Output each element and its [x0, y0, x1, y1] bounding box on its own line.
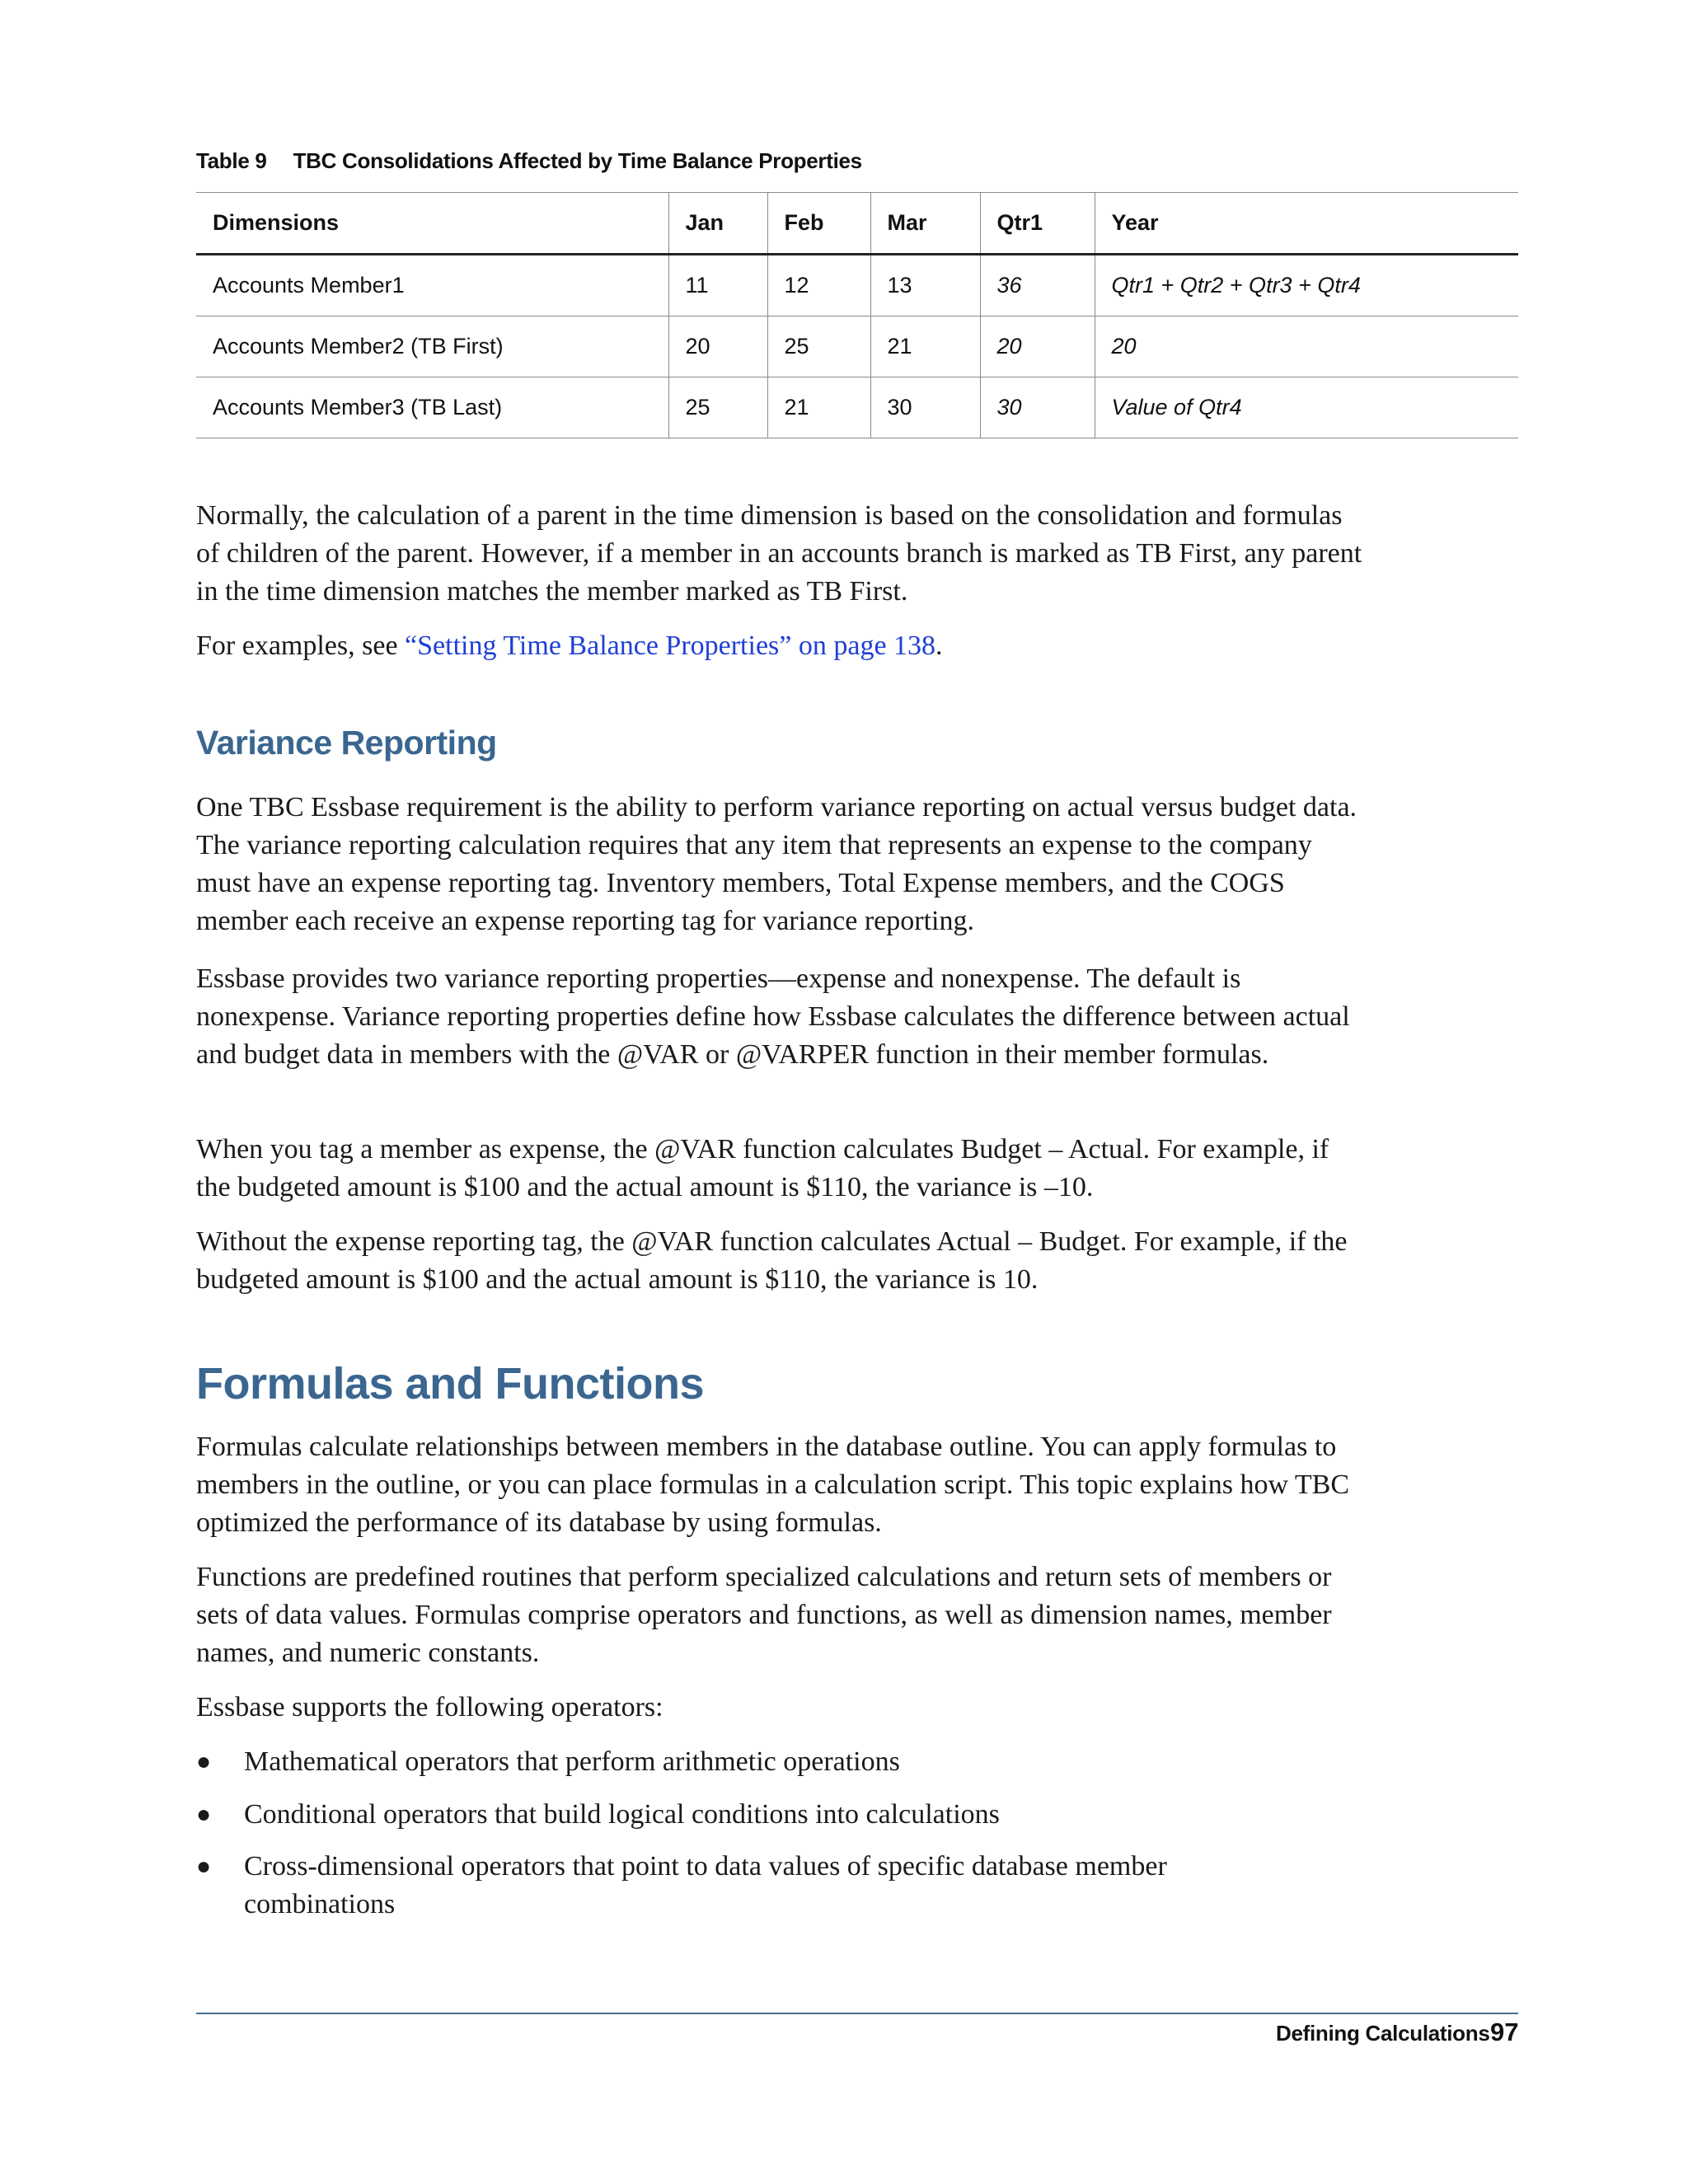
header-year: Year — [1095, 193, 1518, 255]
cell-qtr1: 30 — [980, 377, 1095, 438]
cell-qtr1: 20 — [980, 316, 1095, 377]
formulas-paragraph-3: Essbase supports the following operators: — [196, 1692, 663, 1722]
list-item-text: Mathematical operators that perform arithmetic operations — [244, 1746, 900, 1777]
table-row — [196, 316, 1518, 377]
table-caption-title: TBC Consolidations Affected by Time Balance Properties — [293, 148, 862, 173]
cell-dimension: Accounts Member3 (TB Last) — [213, 395, 503, 419]
cell-year: Value of Qtr4 — [1095, 377, 1518, 438]
footer-divider — [196, 2013, 1518, 2014]
cell-mar: 21 — [870, 316, 980, 377]
table-row — [196, 255, 1518, 316]
intro-paragraph: Normally, the calculation of a parent in the time dimension is based on the consolidation and formulas of children of the parent. However, if a member in an accounts branch is marked as TB First, any parent in the time dimension matches the member marked as TB First. — [196, 500, 1362, 607]
bullet-icon: ● — [196, 1853, 212, 1880]
cell-dimension: Accounts Member2 (TB First) — [213, 334, 504, 359]
cell-feb: 21 — [767, 377, 870, 438]
formulas-paragraph-1: Formulas calculate relationships between members in the database outline. You can apply formulas to members in the outline, or you can place formulas in a calculation script. This topic explains how TBC optimized the performance of its database by using formulas. — [196, 1432, 1350, 1538]
variance-paragraph-4: Without the expense reporting tag, the @VAR function calculates Actual – Budget. For example, if the budgeted amount is $100 and the actual amount is $110, the variance is 10. — [196, 1226, 1348, 1295]
table-caption-label: Table 9 — [196, 148, 267, 173]
cell-jan: 11 — [668, 255, 767, 316]
header-dimensions: Dimensions — [213, 210, 340, 235]
table-row — [196, 377, 1518, 438]
variance-paragraph-1: One TBC Essbase requirement is the ability to perform variance reporting on actual versus budget data. The variance reporting calculation requires that any item that represents an expense to the company must have an expense reporting tag. Inventory members, Total Expense members, and the COGS member each receive an expense reporting tag for variance reporting. — [196, 792, 1357, 936]
consolidations-table — [196, 192, 1518, 438]
examples-paragraph — [196, 627, 1367, 665]
formulas-paragraph-2: Functions are predefined routines that perform specialized calculations and return sets of members or sets of data values. Formulas comprise operators and functions, as well as dimension names, member names, and numeric constants. — [196, 1562, 1332, 1668]
formulas-heading: Formulas and Functions — [196, 1359, 705, 1408]
examples-suffix: . — [935, 630, 943, 661]
time-balance-link[interactable]: “Setting Time Balance Properties” on page 138 — [405, 630, 936, 661]
cell-mar: 30 — [870, 377, 980, 438]
header-jan: Jan — [668, 193, 767, 255]
variance-paragraph-3: When you tag a member as expense, the @VAR function calculates Budget – Actual. For example, if the budgeted amount is $100 and the actual amount is $110, the variance is –10. — [196, 1134, 1329, 1202]
page-number: 97 — [1490, 2018, 1519, 2046]
table-caption — [196, 148, 862, 174]
variance-paragraph-2: Essbase provides two variance reporting properties—expense and nonexpense. The default is nonexpense. Variance reporting properties define how Essbase calculates the difference between actual and budget data in members with the @VAR or @VARPER function in their member formulas. — [196, 963, 1350, 1070]
header-feb: Feb — [767, 193, 870, 255]
cell-feb: 12 — [767, 255, 870, 316]
cell-qtr1: 36 — [980, 255, 1095, 316]
cell-dimension: Accounts Member1 — [213, 273, 405, 298]
list-item-text: Cross-dimensional operators that point to data values of specific database member combinations — [244, 1851, 1167, 1919]
cell-jan: 20 — [668, 316, 767, 377]
cell-mar: 13 — [870, 255, 980, 316]
examples-prefix: For examples, see — [196, 630, 406, 661]
bullet-icon: ● — [196, 1801, 212, 1828]
cell-year: 20 — [1095, 316, 1518, 377]
header-qtr1: Qtr1 — [980, 193, 1095, 255]
footer-section-title: Defining Calculations — [1276, 2021, 1490, 2046]
list-item-text: Conditional operators that build logical conditions into calculations — [244, 1799, 1000, 1830]
bullet-icon: ● — [196, 1748, 212, 1775]
header-mar: Mar — [870, 193, 980, 255]
variance-heading: Variance Reporting — [196, 724, 497, 762]
cell-jan: 25 — [668, 377, 767, 438]
cell-year: Qtr1 + Qtr2 + Qtr3 + Qtr4 — [1095, 255, 1518, 316]
table-header-row — [196, 193, 1518, 255]
cell-feb: 25 — [767, 316, 870, 377]
